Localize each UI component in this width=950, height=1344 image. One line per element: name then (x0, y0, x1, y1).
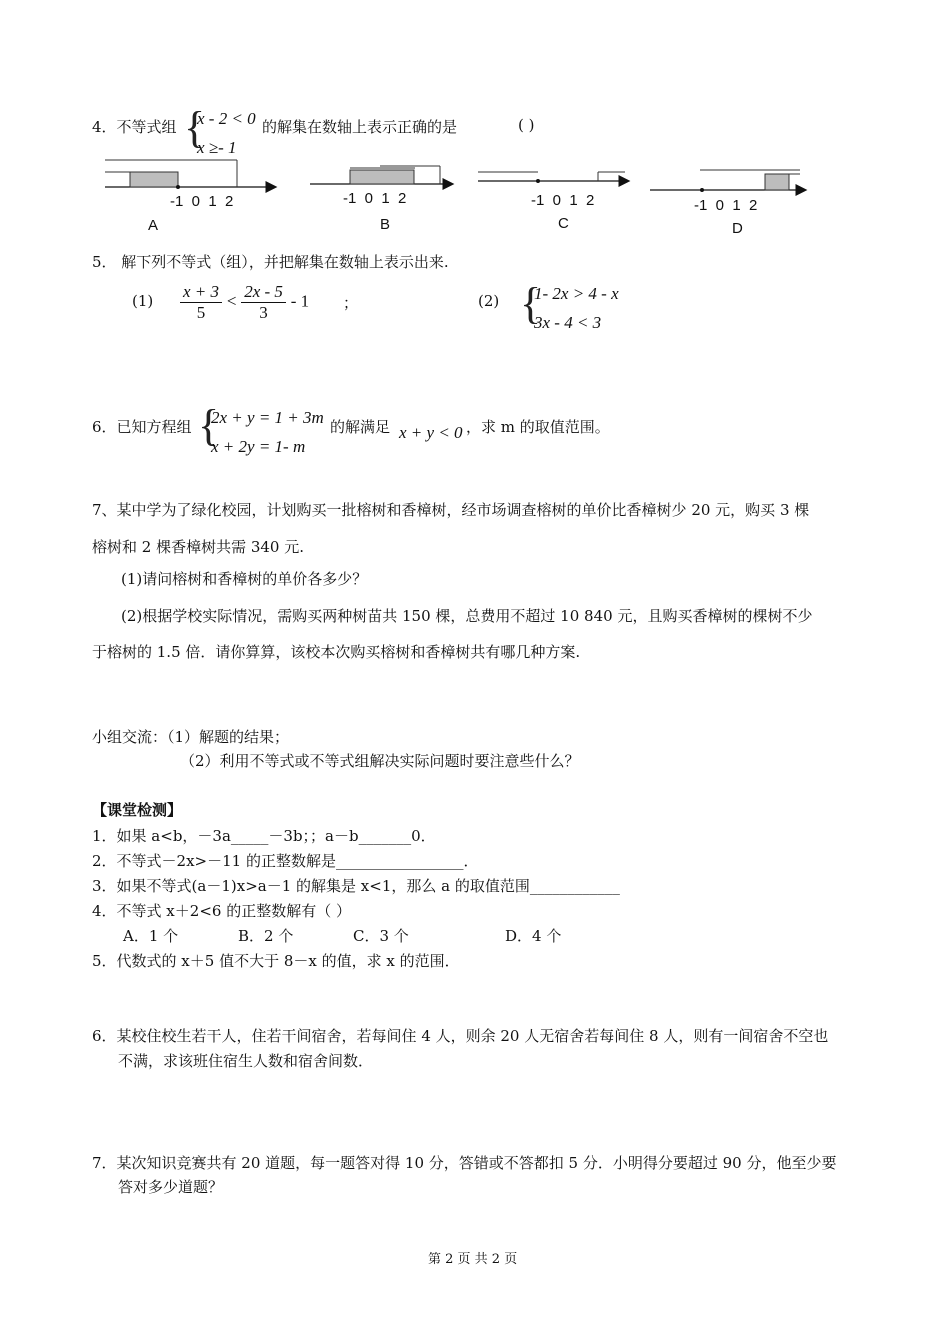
q4-line2: x ≥- 1 (197, 138, 237, 157)
q4-prefix: 4．不等式组 (92, 118, 177, 136)
p1-tail: - 1 (290, 291, 310, 311)
ticks-d: -1 0 1 2 (694, 197, 758, 214)
q7-sub2b: 于榕树的 1.5 倍．请你算算，该校本次购买榕树和香樟树共有哪几种方案. (92, 643, 581, 661)
page-footer: 第 2 页 共 2 页 (428, 1252, 518, 1267)
q6-line2: x + 2y = 1- m (211, 437, 306, 456)
q5-part2-label: (2) (478, 292, 500, 310)
check-item7b: 答对多少道题？ (118, 1178, 224, 1196)
ticks-a: -1 0 1 2 (170, 193, 234, 210)
ticks-b: -1 0 1 2 (343, 190, 407, 207)
q7-line2: 榕树和 2 棵香樟树共需 340 元. (92, 538, 305, 556)
group-label: 小组交流：（1）解题的结果； (92, 728, 290, 746)
q5-brace: { (520, 279, 542, 328)
ticks-c: -1 0 1 2 (531, 192, 595, 209)
check-item4-opt-d: D．4 个 (505, 927, 562, 945)
q6-mid: 的解满足 (330, 418, 391, 436)
option-b: B (380, 216, 391, 233)
number-line-b (310, 166, 452, 184)
q6-brace: { (198, 401, 220, 450)
check-item4-opt-b: B．2 个 (238, 927, 294, 945)
check-item6b: 不满，求该班住宿生人数和宿舍间数． (118, 1052, 374, 1070)
p1-den1: 5 (196, 303, 206, 322)
q5-p2-line1: 1- 2x > 4 - x (534, 284, 619, 303)
number-line-a (105, 160, 275, 189)
q5-part1-label: (1) (132, 292, 154, 310)
option-d: D (732, 220, 743, 237)
check-item5: 5．代数式的 x＋5 值不大于 8－x 的值，求 x 的范围． (92, 952, 460, 970)
check-item2: 2．不等式－2x>－11 的正整数解是_________________． (92, 852, 479, 870)
check-item4: 4．不等式 x＋2<6 的正整数解有（ ） (92, 902, 351, 920)
check-item4-opt-a: A．1 个 (123, 927, 179, 945)
q7-sub2: (2)根据学校实际情况，需购买两种树苗共 150 棵，总费用不超过 10 840 元，且购买香樟树的棵树不少 (121, 607, 813, 625)
q4-suffix: 的解集在数轴上表示正确的是 (262, 118, 458, 136)
check-item6a: 6．某校住校生若干人，住若干间宿舍，若每间住 4 人，则余 20 人无宿舍若每间住 8 人，则有一间宿舍不空也 (92, 1027, 829, 1045)
option-a: A (148, 217, 159, 234)
q5-part1-expr (180, 282, 309, 323)
p1-den2: 3 (259, 303, 268, 322)
number-line-d (650, 170, 805, 192)
q7-line1: 7、某中学为了绿化校园，计划购买一批榕树和香樟树，经市场调查榕树的单价比香樟树少 20 元，购买 3 棵 (92, 501, 810, 519)
p1-num1: x + 3 (180, 282, 222, 303)
check-item1: 1．如果 a<b，－3a_____－3b；；a－b_______0． (92, 827, 436, 845)
check-item4-opt-c: C．3 个 (353, 927, 409, 945)
q4-brace: { (184, 103, 206, 152)
group-item2: （2）利用不等式或不等式组解决实际问题时要注意些什么？ (180, 752, 580, 770)
q4-number-lines (0, 150, 950, 240)
option-c: C (558, 215, 569, 232)
q6-line1: 2x + y = 1 + 3m (211, 408, 324, 427)
q5-p2-line2: 3x - 4 < 3 (534, 313, 602, 332)
p1-num2: 2x - 5 (241, 282, 286, 303)
q4-paren: ( ) (518, 116, 535, 134)
q6-cond: x + y < 0 (399, 423, 463, 442)
check-item7a: 7．某次知识竞赛共有 20 道题，每一题答对得 10 分，答错或不答都扣 5 分．小明得分要超过 90 分，他至少要 (92, 1154, 837, 1172)
q4-line1: x - 2 < 0 (197, 109, 256, 128)
q5-semicolon: ； (343, 294, 359, 312)
q7-sub1: (1)请问榕树和香樟树的单价各多少？ (121, 570, 368, 588)
check-heading: 【课堂检测】 (92, 801, 183, 819)
q6-prefix: 6．已知方程组 (92, 418, 192, 436)
number-line-c (478, 172, 628, 183)
check-item3: 3．如果不等式(a－1)x>a－1 的解集是 x<1，那么 a 的取值范围____________ (92, 877, 620, 895)
p1-lt: < (226, 291, 237, 311)
q6-suffix: ，求 m 的取值范围。 (466, 418, 610, 436)
q5-text: 5． 解下列不等式（组），并把解集在数轴上表示出来. (92, 253, 449, 271)
